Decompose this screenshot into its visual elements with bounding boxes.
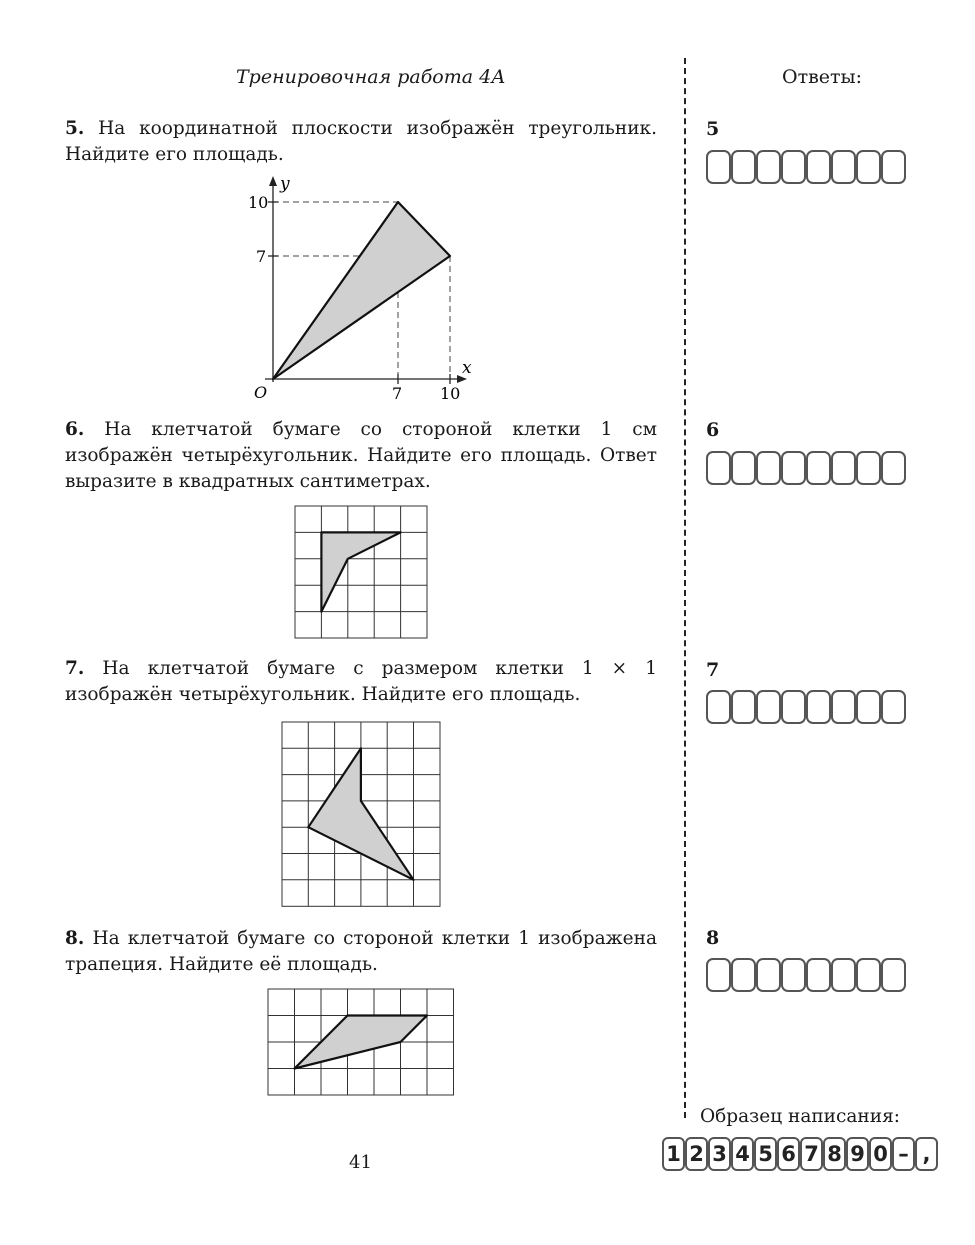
answer-cell[interactable] — [831, 958, 856, 992]
answer-cell[interactable] — [756, 150, 781, 184]
y-axis-label: y — [280, 174, 290, 194]
sample-writing-label: Образец написания: — [700, 1106, 900, 1127]
column-divider — [684, 58, 686, 1118]
answer-cell[interactable] — [731, 690, 756, 724]
sample-char: – — [892, 1137, 915, 1171]
sample-writing-row — [662, 1137, 938, 1171]
answer-cell[interactable] — [706, 451, 731, 485]
problem-text: На клетчатой бумаге со стороной клетки 1 изображена трапеция. Найдите её площадь. — [65, 928, 657, 975]
problem-number: 6. — [65, 419, 85, 440]
answer-cell[interactable] — [706, 690, 731, 724]
problem-number: 8. — [65, 928, 85, 949]
sample-char: 1 — [662, 1137, 685, 1171]
answer-cell[interactable] — [881, 958, 906, 992]
answer-cell[interactable] — [756, 958, 781, 992]
answer-cell[interactable] — [781, 150, 806, 184]
sample-char: 9 — [846, 1137, 869, 1171]
answer-cell[interactable] — [806, 958, 831, 992]
y-axis-arrow — [269, 176, 277, 186]
problem-number: 7. — [65, 658, 85, 679]
quadrilateral — [321, 532, 400, 611]
sample-char: , — [915, 1137, 938, 1171]
answer-cell[interactable] — [831, 150, 856, 184]
answer-cell[interactable] — [856, 690, 881, 724]
x-tick-label-10: 10 — [440, 384, 461, 402]
answer-cell[interactable] — [731, 958, 756, 992]
page-header-title: Тренировочная работа 4А — [236, 66, 506, 88]
problem-5 — [65, 116, 657, 168]
answer-number-5: 5 — [706, 118, 720, 140]
origin-label: O — [254, 383, 268, 402]
answer-cell[interactable] — [756, 690, 781, 724]
sample-char: 4 — [731, 1137, 754, 1171]
answer-cell[interactable] — [831, 451, 856, 485]
sample-char: 0 — [869, 1137, 892, 1171]
x-axis-label: x — [462, 358, 472, 378]
sample-char: 2 — [685, 1137, 708, 1171]
answer-cell[interactable] — [806, 451, 831, 485]
answer-cell[interactable] — [881, 451, 906, 485]
answer-cell[interactable] — [856, 958, 881, 992]
answer-field-5[interactable] — [706, 150, 934, 188]
answer-cell[interactable] — [756, 451, 781, 485]
problem-7 — [65, 656, 657, 708]
answer-cell[interactable] — [706, 958, 731, 992]
answer-number-6: 6 — [706, 419, 720, 441]
answer-cell[interactable] — [806, 150, 831, 184]
answer-cell[interactable] — [881, 150, 906, 184]
x-tick-label-7: 7 — [392, 384, 403, 402]
answer-field-6[interactable] — [706, 451, 934, 489]
answer-cell[interactable] — [781, 690, 806, 724]
sample-char: 6 — [777, 1137, 800, 1171]
sample-char: 3 — [708, 1137, 731, 1171]
problem-6 — [65, 417, 657, 495]
y-tick-label-10: 10 — [248, 193, 269, 212]
answer-cell[interactable] — [706, 150, 731, 184]
answer-cell[interactable] — [781, 451, 806, 485]
answer-cell[interactable] — [831, 690, 856, 724]
answer-cell[interactable] — [781, 958, 806, 992]
grid-figure-6 — [294, 505, 430, 641]
sample-char: 8 — [823, 1137, 846, 1171]
answer-cell[interactable] — [881, 690, 906, 724]
triangle — [273, 202, 450, 379]
answers-column-title: Ответы: — [782, 66, 863, 88]
answer-field-8[interactable] — [706, 958, 934, 996]
grid-lines — [295, 506, 427, 638]
page-number: 41 — [349, 1152, 372, 1173]
problem-text: На координатной плоскости изображён треугольник. Найдите его площадь. — [65, 118, 657, 165]
answer-cell[interactable] — [806, 690, 831, 724]
answer-field-7[interactable] — [706, 690, 934, 728]
problem-text: На клетчатой бумаге со стороной клетки 1 см изображён четырёхугольник. Найдите его площадь. Ответ выразите в квадратных сантиметрах. — [65, 419, 657, 492]
grid-figure-7 — [281, 721, 443, 909]
sample-char: 5 — [754, 1137, 777, 1171]
answer-cell[interactable] — [731, 150, 756, 184]
answer-cell[interactable] — [731, 451, 756, 485]
problem-number: 5. — [65, 118, 85, 139]
grid-figure-8 — [267, 988, 457, 1098]
answer-cell[interactable] — [856, 451, 881, 485]
problem-8 — [65, 926, 657, 978]
problem-text: На клетчатой бумаге с размером клетки 1 × 1 изображён четырёхугольник. Найдите его площадь. — [65, 658, 657, 705]
coordinate-figure-5 — [240, 172, 480, 402]
answer-number-8: 8 — [706, 927, 720, 949]
y-tick-label-7: 7 — [256, 247, 267, 266]
answer-cell[interactable] — [856, 150, 881, 184]
sample-char: 7 — [800, 1137, 823, 1171]
answer-number-7: 7 — [706, 659, 720, 681]
